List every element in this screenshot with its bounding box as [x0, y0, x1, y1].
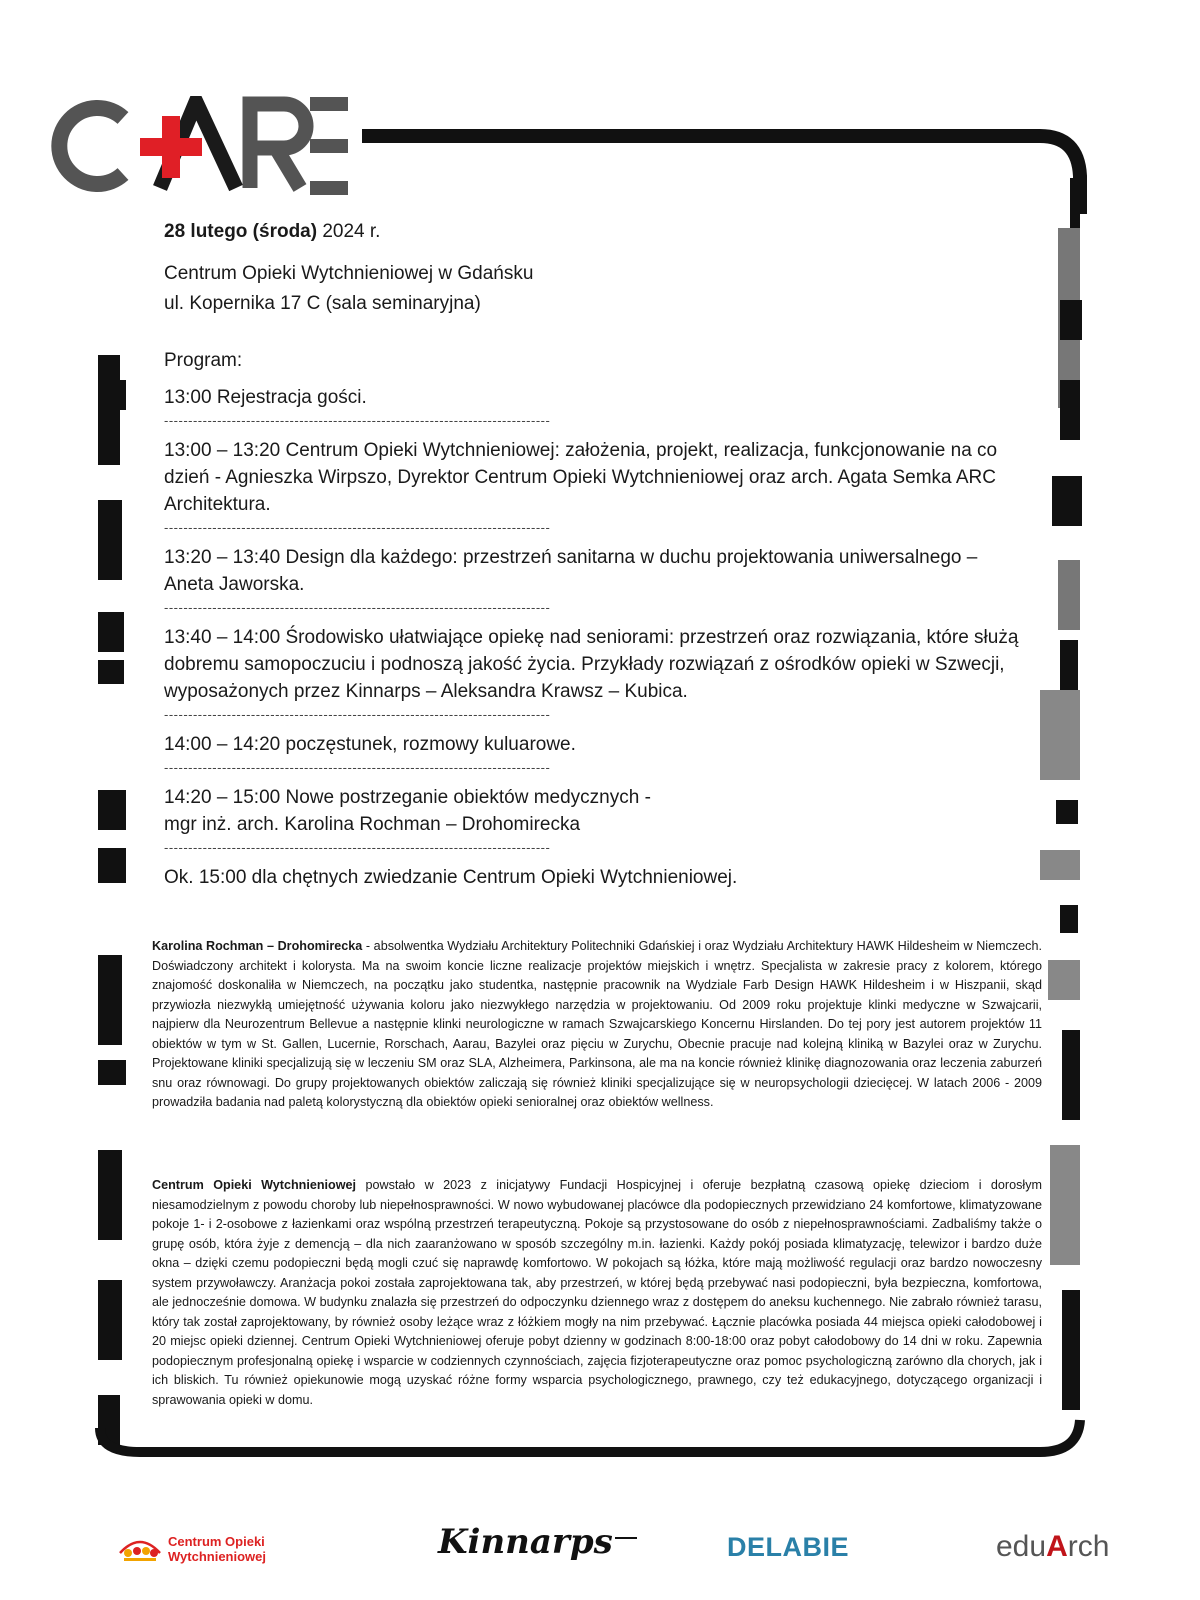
program-list	[164, 384, 1024, 891]
event-details	[164, 218, 1024, 891]
delabie-text: DELABIE	[727, 1532, 850, 1562]
kinnarps-text: Kinnarps	[438, 1522, 613, 1562]
program-item: 14:20 – 15:00 Nowe postrzeganie obiektów medycznych - mgr inż. arch. Karolina Rochman – Drohomirecka	[164, 787, 651, 835]
program-separator: --------------------------------------------------------------------------------	[164, 413, 551, 428]
kinnarps-logo	[438, 1522, 637, 1562]
kinnarps-underline	[615, 1537, 637, 1539]
program-separator: --------------------------------------------------------------------------------	[164, 840, 551, 855]
event-date-year: 2024 r.	[317, 221, 381, 242]
bio-centrum-name: Centrum Opieki Wytchnieniowej	[152, 1178, 357, 1192]
program-item: 13:00 Rejestracja gości.	[164, 387, 367, 408]
venue-address: ul. Kopernika 17 C (sala seminaryjna)	[164, 293, 481, 314]
bio-rochman	[152, 937, 1042, 1113]
program-label: Program:	[164, 350, 243, 371]
centrum-opieki-icon	[118, 1535, 162, 1563]
bio-rochman-name: Karolina Rochman – Drohomirecka	[152, 939, 363, 953]
bio-centrum-text: powstało w 2023 z inicjatywy Fundacji Hospicyjnej i oferuje bezpłatną czasową opiekę dzieciom i dorosłym niesamodzielnym z powodu choroby lub niepełnosprawności. W nowo wybudowanej placówce dla podopiecznych przewidziano 24 komfortowe, klimatyzowane pokoje 1- i 2-osobowe z łazienkami oraz wspólną przestrzeń terapeutyczną. Pokoje są przystosowane do osób z niepełnosprawnościami. Zadbaliśmy także o grupę osób, która żyje z demencją – dla nich zaaranżowano w sposób szczególny m.in. łazienki. Każdy pokój posiada klimatyzację, telewizor i bardzo duże okna – dzięki czemu podopieczni będą mogli czuć się naprawdę komfortowo. W pokojach są łóżka, które mają możliwość regulacji oraz bardzo nowoczesny system przywoławczy. Aranżacja pokoi została zaprojektowana tak, aby przestrzeń, w której będą przebywać nasi podopieczni, była bezpieczna, komfortowa, ale jednocześnie domowa. W budynku znalazła się przestrzeń do odpoczynku dziennego wraz z dostępem do aneksu kuchennego. Nie zabrało również tarasu, który tak został zaprojektowany, by również osoby leżące wraz z łóżkiem mogły na nim przebywać. Łącznie placówka posiada 44 miejsca opieki całodobowej i 20 miejsc opieki dziennej. Centrum Opieki Wytchnieniowej oferuje pobyt dzienny w godzinach 8:00-18:00 oraz pobyt całodobowy do 14 dni w roku. Zapewnia podopiecznym profesjonalną opiekę i wsparcie w codziennych czynnościach, zajęcia fizjoterapeutyczne oraz pomoc psychologiczną zarówno dla chorych, jak i ich bliskich. Tu również opiekunowie mogą uzyskać różne formy wsparcia psychologicznego, prawnego, czy też edukacyjnego, dotyczącego organizacji i sprawowania opieki w domu.	[152, 1178, 1043, 1407]
event-venue	[164, 259, 1024, 319]
eduarch-logo	[996, 1530, 1109, 1564]
program-item: Ok. 15:00 dla chętnych zwiedzanie Centrum Opieki Wytchnieniowej.	[164, 867, 738, 888]
event-date-day: 28 lutego (środa)	[164, 221, 318, 242]
delabie-logo	[727, 1532, 849, 1563]
program-item: 14:00 – 14:20 poczęstunek, rozmowy kuluarowe.	[164, 734, 576, 755]
event-date	[164, 218, 1024, 245]
centrum-opieki-logo	[118, 1534, 266, 1564]
eduarch-a: A	[1046, 1530, 1068, 1563]
eduarch-pre: edu	[996, 1530, 1047, 1563]
program-item: 13:00 – 13:20 Centrum Opieki Wytchnieniowej: założenia, projekt, realizacja, funkcjonowanie na co dzień - Agnieszka Wirpszo, Dyrektor Centrum Opieki Wytchnieniowej oraz arch. Agata Semka ARC Architektura.	[164, 440, 998, 515]
program-separator: --------------------------------------------------------------------------------	[164, 600, 551, 615]
centrum-logo-line1: Centrum Opieki	[168, 1534, 265, 1549]
centrum-logo-line2: Wytchnieniowej	[168, 1549, 266, 1564]
venue-name: Centrum Opieki Wytchnieniowej w Gdańsku	[164, 263, 534, 284]
bio-rochman-text: - absolwentka Wydziału Architektury Politechniki Gdańskiej i oraz Wydziału Architektury HAWK Hildesheim w Niemczech. Doświadczony architekt i kolorysta. Ma na swoim koncie liczne realizacje projektów miejskich i wnętrz. Specjalista w zakresie pracy z kolorem, którego znajomość doskonaliła w Niemczech, na początku jako studentka, następnie pracownik na Wydziale Farb Design HAWK Hildesheim i w Hiszpanii, skąd przywiozła niezwykłą umiejętność używania koloru jako niezwykłego narzędzia w projektowaniu. Od 2009 roku projektuje klinki medyczne w Szwajcarii, najpierw dla Neurozentrum Bellevue a następnie klinki neurologiczne w ramach Szwajcarskiego Koncernu Hirslanden. Do tej pory jest autorem projektów 11 obiektów w tym w St. Gallen, Lucernie, Rorschach, Aarau, Bazylei oraz pięciu w Zurychu, Obecnie pracuje nad kolejną kliniką w Bazylei oraz w Zurychu. Projektowane kliniki specjalizują się w leczeniu SM oraz SLA, Alzheimera, Parkinsona, ale ma na koncie również klinikę diagnozowania oraz leczenia zaburzeń snu oraz równowagi. Do grupy projektowanych obiektów zaliczają się również kliniki specjalizujące się w neuropsychologii dziecięcej. W latach 2006 - 2009 prowadziła badania nad paletą kolorystyczną dla obiektów opieki senioralnej oraz obiektów wellness.	[152, 939, 1042, 1109]
sponsor-logos	[0, 1520, 1200, 1580]
care-logo	[48, 96, 358, 196]
bio-centrum	[152, 1176, 1042, 1410]
program-separator: --------------------------------------------------------------------------------	[164, 760, 551, 775]
program-separator: --------------------------------------------------------------------------------	[164, 707, 551, 722]
eduarch-post: rch	[1067, 1530, 1110, 1563]
program-item: 13:40 – 14:00 Środowisko ułatwiające opiekę nad seniorami: przestrzeń oraz rozwiązania, które służą dobremu samopoczuciu i podnoszą jakość życia. Przykłady rozwiązań z ośrodków opieki w Szwecji, wyposażonych przez Kinnarps – Aleksandra Krawsz – Kubica.	[164, 627, 1019, 702]
program-separator: --------------------------------------------------------------------------------	[164, 520, 551, 535]
program-item: 13:20 – 13:40 Design dla każdego: przestrzeń sanitarna w duchu projektowania uniwersalnego – Aneta Jaworska.	[164, 547, 978, 595]
care-logo-mark	[48, 96, 358, 196]
